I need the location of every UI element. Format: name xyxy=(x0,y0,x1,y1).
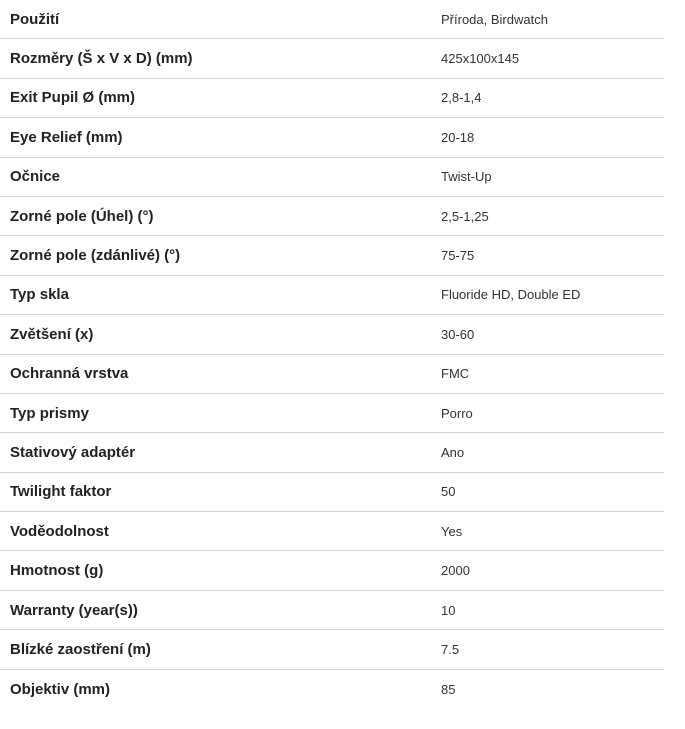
spec-label: Typ skla xyxy=(10,286,69,304)
spec-value: 2,8-1,4 xyxy=(441,90,482,106)
spec-row-objektiv xyxy=(0,670,664,709)
spec-label: Hmotnost (g) xyxy=(10,562,104,580)
spec-label: Typ prismy xyxy=(10,404,89,422)
spec-label: Exit Pupil Ø (mm) xyxy=(10,89,136,107)
spec-value: 20-18 xyxy=(441,129,475,145)
spec-value: 2,5-1,25 xyxy=(441,208,489,224)
spec-label: Warranty (year(s)) xyxy=(10,601,138,619)
spec-row-blizke-zaostreni xyxy=(0,630,664,669)
spec-label: Rozměry (Š x V x D) (mm) xyxy=(10,50,193,68)
spec-label: Použití xyxy=(10,10,60,28)
spec-value: 75-75 xyxy=(441,248,475,264)
spec-value: Yes xyxy=(441,523,463,539)
spec-row-eye-relief xyxy=(0,118,664,157)
spec-value: Příroda, Birdwatch xyxy=(441,11,548,27)
spec-row-typ-prismy xyxy=(0,394,664,433)
spec-row-zorne-pole-zdanlive xyxy=(0,236,664,275)
spec-label: Twilight faktor xyxy=(10,483,112,501)
spec-row-rozmery xyxy=(0,39,664,78)
spec-row-warranty xyxy=(0,591,664,630)
spec-row-exit-pupil xyxy=(0,79,664,118)
spec-value: 85 xyxy=(441,681,456,697)
spec-row-twilight-faktor xyxy=(0,473,664,512)
spec-value: 50 xyxy=(441,484,456,500)
spec-row-zorne-pole-uhel xyxy=(0,197,664,236)
spec-label: Blízké zaostření (m) xyxy=(10,640,151,658)
spec-value: FMC xyxy=(441,366,470,382)
spec-row-hmotnost xyxy=(0,551,664,590)
spec-value: 2000 xyxy=(441,563,470,579)
spec-row-pouziti xyxy=(0,0,664,39)
spec-row-ocnice xyxy=(0,158,664,197)
spec-label: Eye Relief (mm) xyxy=(10,128,123,146)
spec-row-typ-skla xyxy=(0,276,664,315)
spec-label: Ochranná vrstva xyxy=(10,365,129,383)
spec-label: Zvětšení (x) xyxy=(10,325,94,343)
spec-row-stativovy-adapter xyxy=(0,433,664,472)
spec-label: Očnice xyxy=(10,168,61,186)
spec-value: Porro xyxy=(441,405,473,421)
spec-label: Zorné pole (zdánlivé) (°) xyxy=(10,247,181,265)
spec-value: Ano xyxy=(441,444,465,460)
spec-row-vodeodolnost xyxy=(0,512,664,551)
spec-row-zvetseni xyxy=(0,315,664,354)
spec-value: 30-60 xyxy=(441,326,475,342)
spec-value: 10 xyxy=(441,602,456,618)
spec-label: Stativový adaptér xyxy=(10,443,136,461)
spec-value: 425x100x145 xyxy=(441,51,520,67)
spec-value: 7.5 xyxy=(441,641,460,657)
spec-value: Twist-Up xyxy=(441,169,492,185)
spec-value: Fluoride HD, Double ED xyxy=(441,287,581,303)
spec-label: Zorné pole (Úhel) (°) xyxy=(10,207,154,225)
spec-label: Voděodolnost xyxy=(10,522,109,540)
spec-row-ochranna-vrstva xyxy=(0,355,664,394)
spec-label: Objektiv (mm) xyxy=(10,680,111,698)
